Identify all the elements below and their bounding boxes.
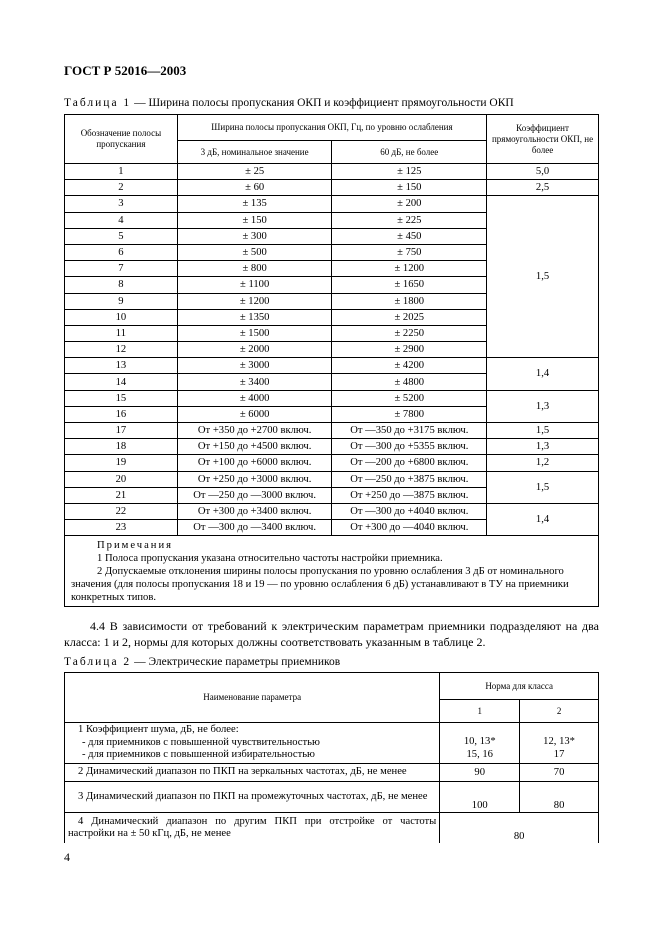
t1-cell-60db: ± 225 [332, 212, 487, 228]
t1-cell-3db: ± 300 [177, 228, 332, 244]
t1-cell-n: 8 [65, 277, 178, 293]
t1-notes [65, 536, 599, 607]
table-row [65, 813, 599, 844]
t2-head-norm: Норма для класса [440, 673, 599, 700]
t1-cell-60db: ± 4200 [332, 358, 487, 374]
t1-cell-n: 5 [65, 228, 178, 244]
t1-cell-n: 19 [65, 455, 178, 471]
t1-cell-60db: ± 1650 [332, 277, 487, 293]
t1-cell-60db: ± 4800 [332, 374, 487, 390]
t1-cell-3db: От —300 до —3400 включ. [177, 520, 332, 536]
t1-cell-3db: ± 2000 [177, 342, 332, 358]
t1-cell-n: 15 [65, 390, 178, 406]
t2-head-class2: 2 [520, 700, 599, 723]
t2-param-noise [65, 723, 440, 764]
t1-row [65, 196, 599, 212]
t1-cell-n: 9 [65, 293, 178, 309]
t2-param-other: 4 Динамический диапазон по другим ПКП при отстройке от частоты настройки на ± 50 кГц, дБ, не менее [65, 813, 440, 844]
t2-noise-title: 1 Коэффициент шума, дБ, не более: [78, 724, 239, 736]
t1-cell-n: 10 [65, 309, 178, 325]
t1-cell-3db: ± 4000 [177, 390, 332, 406]
document-header: ГОСТ Р 52016—2003 [64, 63, 187, 78]
t1-cell-3db: ± 1500 [177, 325, 332, 341]
t1-cell-60db: ± 1800 [332, 293, 487, 309]
t1-cell-n: 3 [65, 196, 178, 212]
t1-cell-coef: 1,2 [487, 455, 599, 471]
t2-mirror-class1: 90 [440, 764, 520, 782]
t2-noise-c2a: 12, 13* [543, 736, 575, 747]
t1-cell-3db: От +250 до +3000 включ. [177, 471, 332, 487]
table-row [65, 764, 599, 782]
t1-cell-n: 18 [65, 439, 178, 455]
t2-noise-class1 [440, 723, 520, 764]
t1-cell-n: 17 [65, 423, 178, 439]
t1-cell-coef: 1,3 [487, 439, 599, 455]
t2-param-intermediate: 3 Динамический диапазон по ПКП на промежуточных частотах, дБ, не менее [65, 782, 440, 813]
note-1: 1 Полоса пропускания указана относительно частоты настройки приемника. [97, 553, 443, 565]
t1-cell-n: 11 [65, 325, 178, 341]
t2-other-class-both: 80 [440, 813, 599, 844]
t1-cell-3db: От —250 до —3000 включ. [177, 487, 332, 503]
t1-cell-n: 22 [65, 503, 178, 519]
t1-cell-60db: ± 7800 [332, 406, 487, 422]
t1-head-60db: 60 дБ, не более [332, 141, 487, 164]
t1-cell-3db: ± 1200 [177, 293, 332, 309]
t2-noise-b: - для приемников с повышенной избирательностью [82, 749, 315, 761]
t2-intermediate-class2: 80 [520, 782, 599, 813]
t1-cell-3db: ± 25 [177, 164, 332, 180]
t1-cell-60db: От —300 до +5355 включ. [332, 439, 487, 455]
t1-cell-coef: 1,4 [487, 503, 599, 535]
t1-head-width: Ширина полосы пропускания ОКП, Гц, по уровню ослабления [177, 115, 486, 141]
t1-cell-60db: ± 150 [332, 180, 487, 196]
t1-cell-3db: ± 1100 [177, 277, 332, 293]
t1-cell-3db: ± 60 [177, 180, 332, 196]
t1-cell-60db: ± 2900 [332, 342, 487, 358]
t1-cell-n: 20 [65, 471, 178, 487]
t1-cell-3db: ± 135 [177, 196, 332, 212]
notes-title: Примечания [97, 540, 173, 552]
t1-cell-60db: ± 200 [332, 196, 487, 212]
table2-caption [64, 656, 340, 668]
t2-mirror-class2: 70 [520, 764, 599, 782]
t1-row [65, 455, 599, 471]
t1-cell-coef: 5,0 [487, 164, 599, 180]
t1-cell-coef: 1,5 [487, 423, 599, 439]
t1-cell-60db: ± 5200 [332, 390, 487, 406]
t1-cell-coef: 1,4 [487, 358, 599, 390]
t1-row [65, 358, 599, 374]
t1-cell-n: 2 [65, 180, 178, 196]
t1-row [65, 164, 599, 180]
t1-row [65, 180, 599, 196]
table1-caption-label: Таблица 1 [64, 97, 132, 109]
t2-noise-c2b: 17 [553, 748, 565, 760]
t1-cell-60db: От +250 до —3875 включ. [332, 487, 487, 503]
t1-cell-60db: От —200 до +6800 включ. [332, 455, 487, 471]
t1-cell-60db: От —350 до +3175 включ. [332, 423, 487, 439]
t1-row [65, 390, 599, 406]
t1-cell-coef: 2,5 [487, 180, 599, 196]
t1-cell-3db: ± 3000 [177, 358, 332, 374]
table2-caption-label: Таблица 2 [64, 656, 132, 668]
table2-caption-text: — Электрические параметры приемников [131, 656, 341, 668]
t1-cell-60db: От +300 до —4040 включ. [332, 520, 487, 536]
t1-row [65, 471, 599, 487]
t1-cell-n: 21 [65, 487, 178, 503]
table1 [64, 114, 599, 607]
t1-row [65, 423, 599, 439]
table1-caption [64, 97, 514, 109]
t1-cell-60db: ± 450 [332, 228, 487, 244]
table-row [65, 782, 599, 813]
t1-cell-n: 16 [65, 406, 178, 422]
t1-head-designation: Обозначение полосы пропускания [65, 115, 178, 164]
t2-noise-c1a: 10, 13* [463, 736, 496, 747]
t1-cell-n: 12 [65, 342, 178, 358]
t2-noise-c1b: 15, 16 [466, 748, 493, 760]
t1-cell-3db: ± 1350 [177, 309, 332, 325]
t1-cell-n: 23 [65, 520, 178, 536]
page-number: 4 [64, 850, 70, 864]
t1-row [65, 503, 599, 519]
t1-cell-3db: От +350 до +2700 включ. [177, 423, 332, 439]
t1-cell-n: 7 [65, 261, 178, 277]
t1-cell-n: 14 [65, 374, 178, 390]
t2-param-mirror: 2 Динамический диапазон по ПКП на зеркальных частотах, дБ, не менее [65, 764, 440, 782]
t1-cell-n: 13 [65, 358, 178, 374]
t1-cell-3db: ± 3400 [177, 374, 332, 390]
t2-intermediate-class1: 100 [440, 782, 520, 813]
t1-cell-60db: От —250 до +3875 включ. [332, 471, 487, 487]
table-row [65, 723, 599, 764]
t1-cell-60db: ± 2025 [332, 309, 487, 325]
t1-cell-3db: От +300 до +3400 включ. [177, 503, 332, 519]
t1-cell-60db: ± 1200 [332, 261, 487, 277]
t1-cell-3db: ± 6000 [177, 406, 332, 422]
t1-cell-n: 4 [65, 212, 178, 228]
t1-head-3db: 3 дБ, номинальное значение [177, 141, 332, 164]
t1-cell-3db: От +100 до +6000 включ. [177, 455, 332, 471]
table2 [64, 672, 599, 843]
t2-noise-class2 [520, 723, 599, 764]
t2-head-class1: 1 [440, 700, 520, 723]
t1-row [65, 439, 599, 455]
t1-cell-n: 1 [65, 164, 178, 180]
t1-cell-3db: ± 150 [177, 212, 332, 228]
t2-noise-a: - для приемников с повышенной чувствительностью [82, 736, 320, 748]
note-2: 2 Допускаемые отклонения ширины полосы пропускания по уровню ослабления 3 дБ от номинального значения (для полосы пропускания 18 и 19 — по уровню ослабления 6 дБ) устанавливают в ТУ на приемники конкретных типов. [71, 566, 569, 604]
t1-head-coef: Коэффициент прямоугольности ОКП, не более [487, 115, 599, 164]
t1-cell-3db: ± 500 [177, 244, 332, 260]
paragraph-4-4: 4.4 В зависимости от требований к электрическим параметрам приемники подразделяют на два класса: 1 и 2, нормы для которых должны соответствовать указанным в таблице 2. [64, 619, 599, 649]
t1-cell-60db: ± 750 [332, 244, 487, 260]
t1-cell-n: 6 [65, 244, 178, 260]
t1-cell-3db: От +150 до +4500 включ. [177, 439, 332, 455]
t1-cell-coef: 1,3 [487, 390, 599, 422]
t1-cell-coef: 1,5 [487, 471, 599, 503]
table1-caption-text: — Ширина полосы пропускания ОКП и коэффициент прямоугольности ОКП [131, 97, 514, 109]
t1-cell-coef: 1,5 [487, 196, 599, 358]
t1-cell-60db: ± 2250 [332, 325, 487, 341]
t1-cell-60db: ± 125 [332, 164, 487, 180]
t1-cell-3db: ± 800 [177, 261, 332, 277]
t1-cell-60db: От —300 до +4040 включ. [332, 503, 487, 519]
t2-head-param: Наименование параметра [65, 673, 440, 723]
